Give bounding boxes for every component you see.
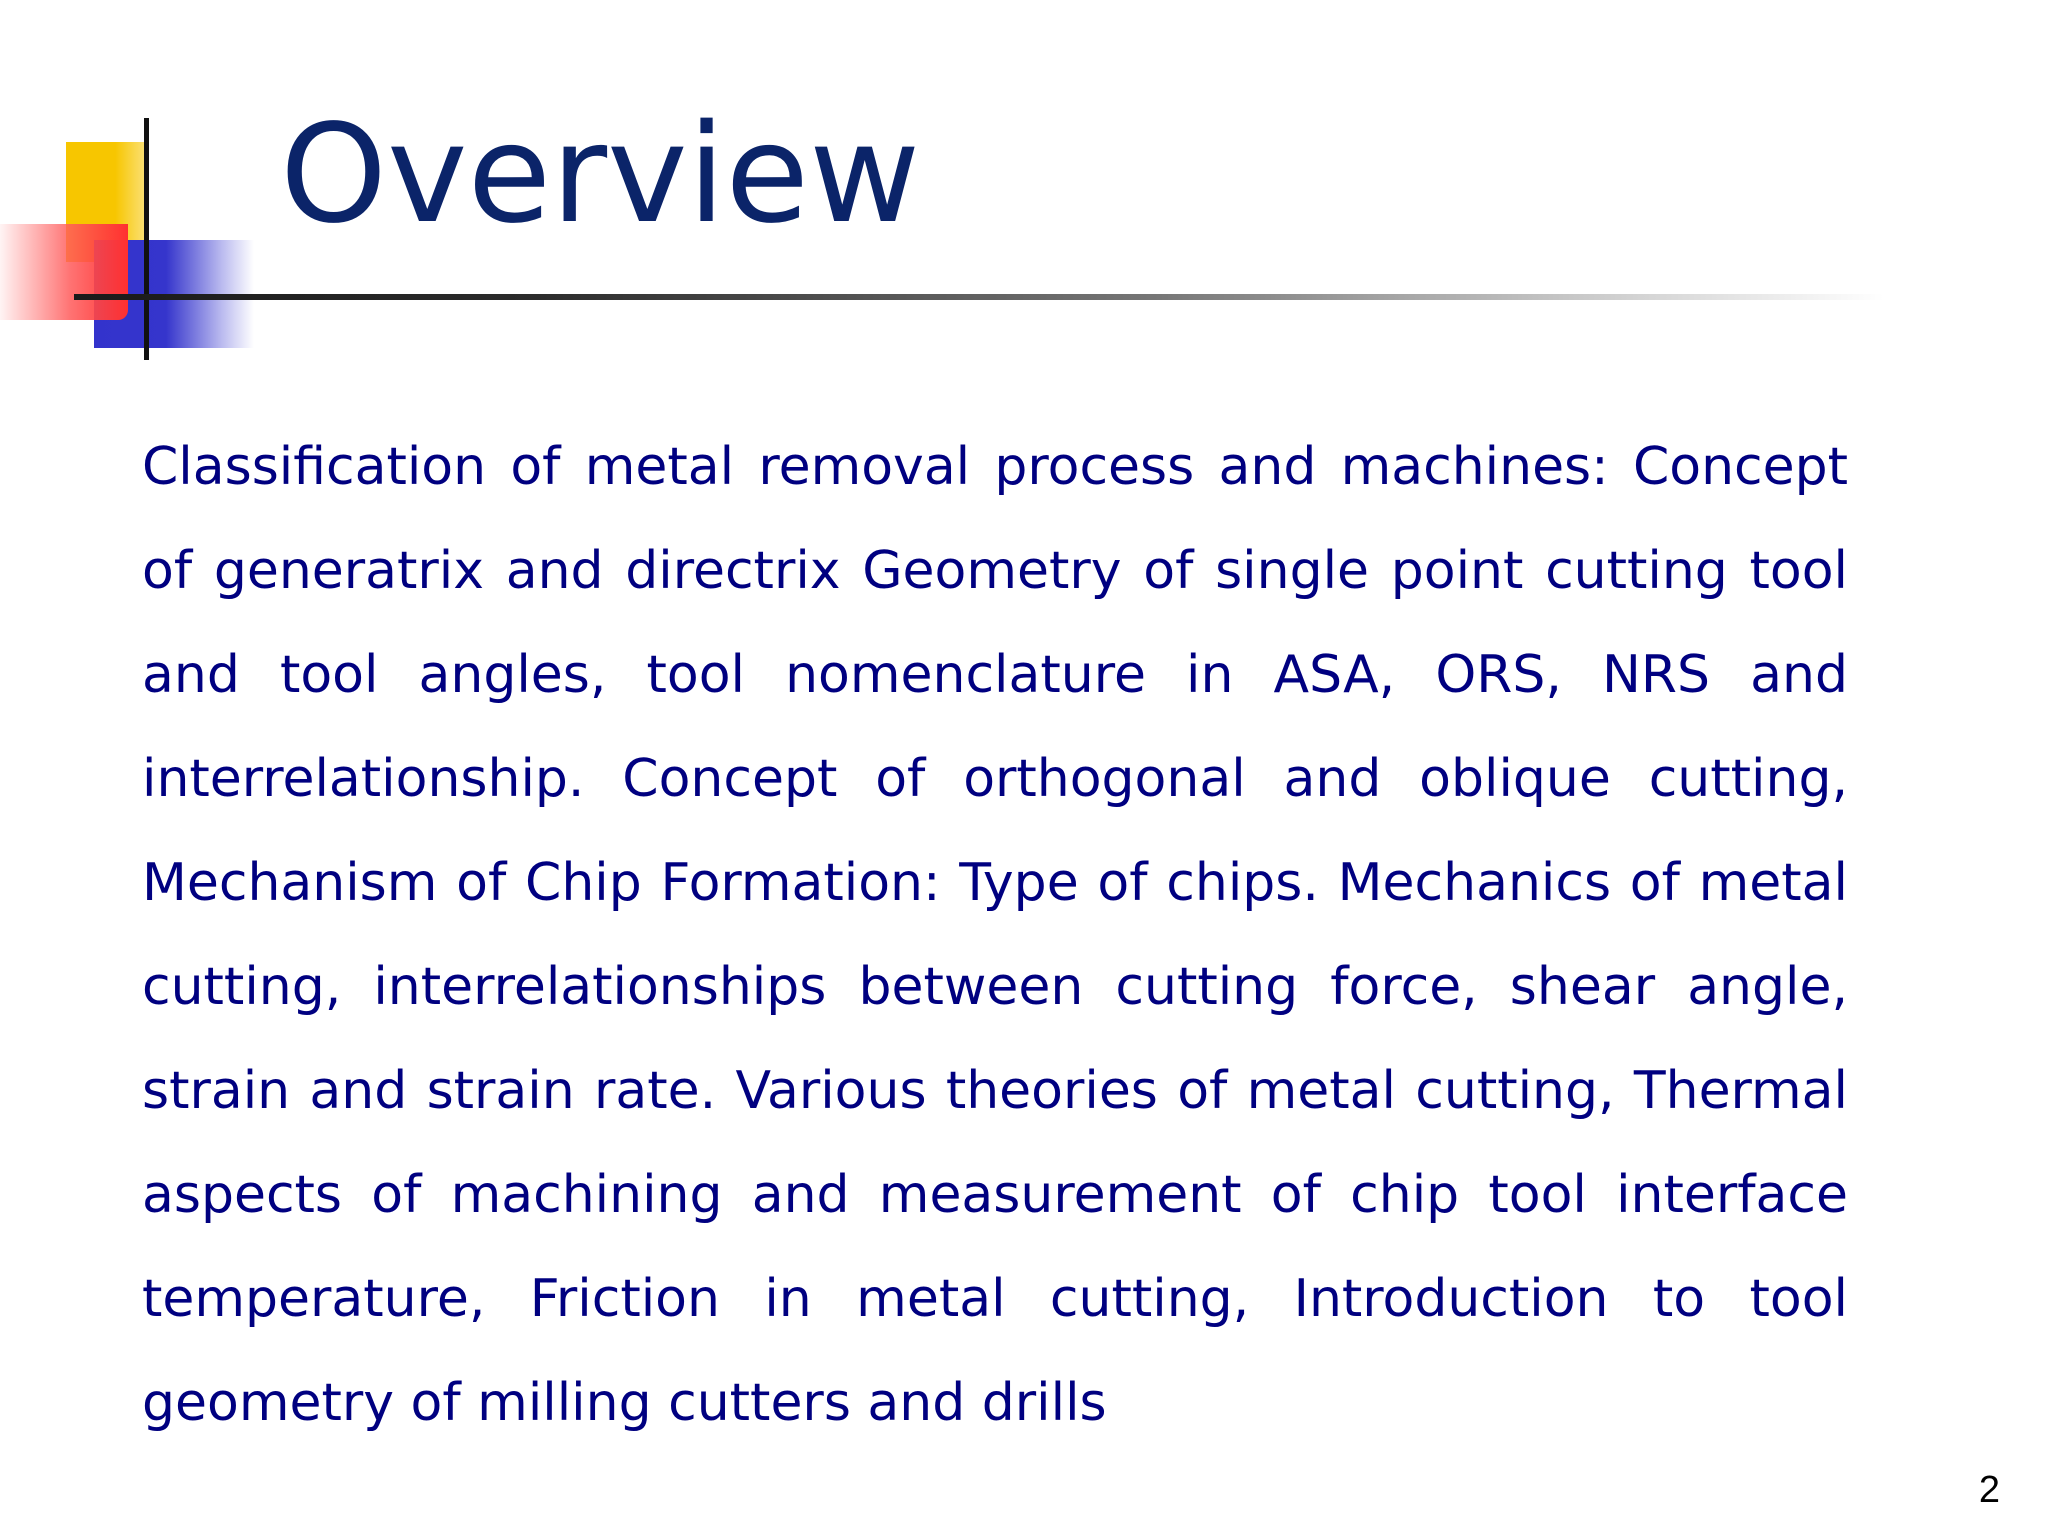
slide-body-text: Classification of metal removal process and machines: Concept of generatrix and directrix Geometry of single point cutting tool and tool angles, tool nomenclature in ASA, ORS, NRS and interrelationship. Concept of orthogonal and oblique cutting, Mechanism of Chip Formation: Type of chips. Mechanics of metal cutting, interrelationships between cutting force, shear angle, strain and strain rate. Various theories of metal cutting, Thermal aspects of machining and measurement of chip tool interface temperature, Friction in metal cutting, Introduction to tool geometry of milling cutters and drills (142, 437, 1848, 1433)
page-number: 2 (1978, 1469, 2000, 1511)
slide-title: Overview (280, 96, 921, 254)
logo-vertical-line (144, 118, 149, 360)
title-underline (74, 294, 1884, 300)
logo-red-square (0, 224, 128, 320)
